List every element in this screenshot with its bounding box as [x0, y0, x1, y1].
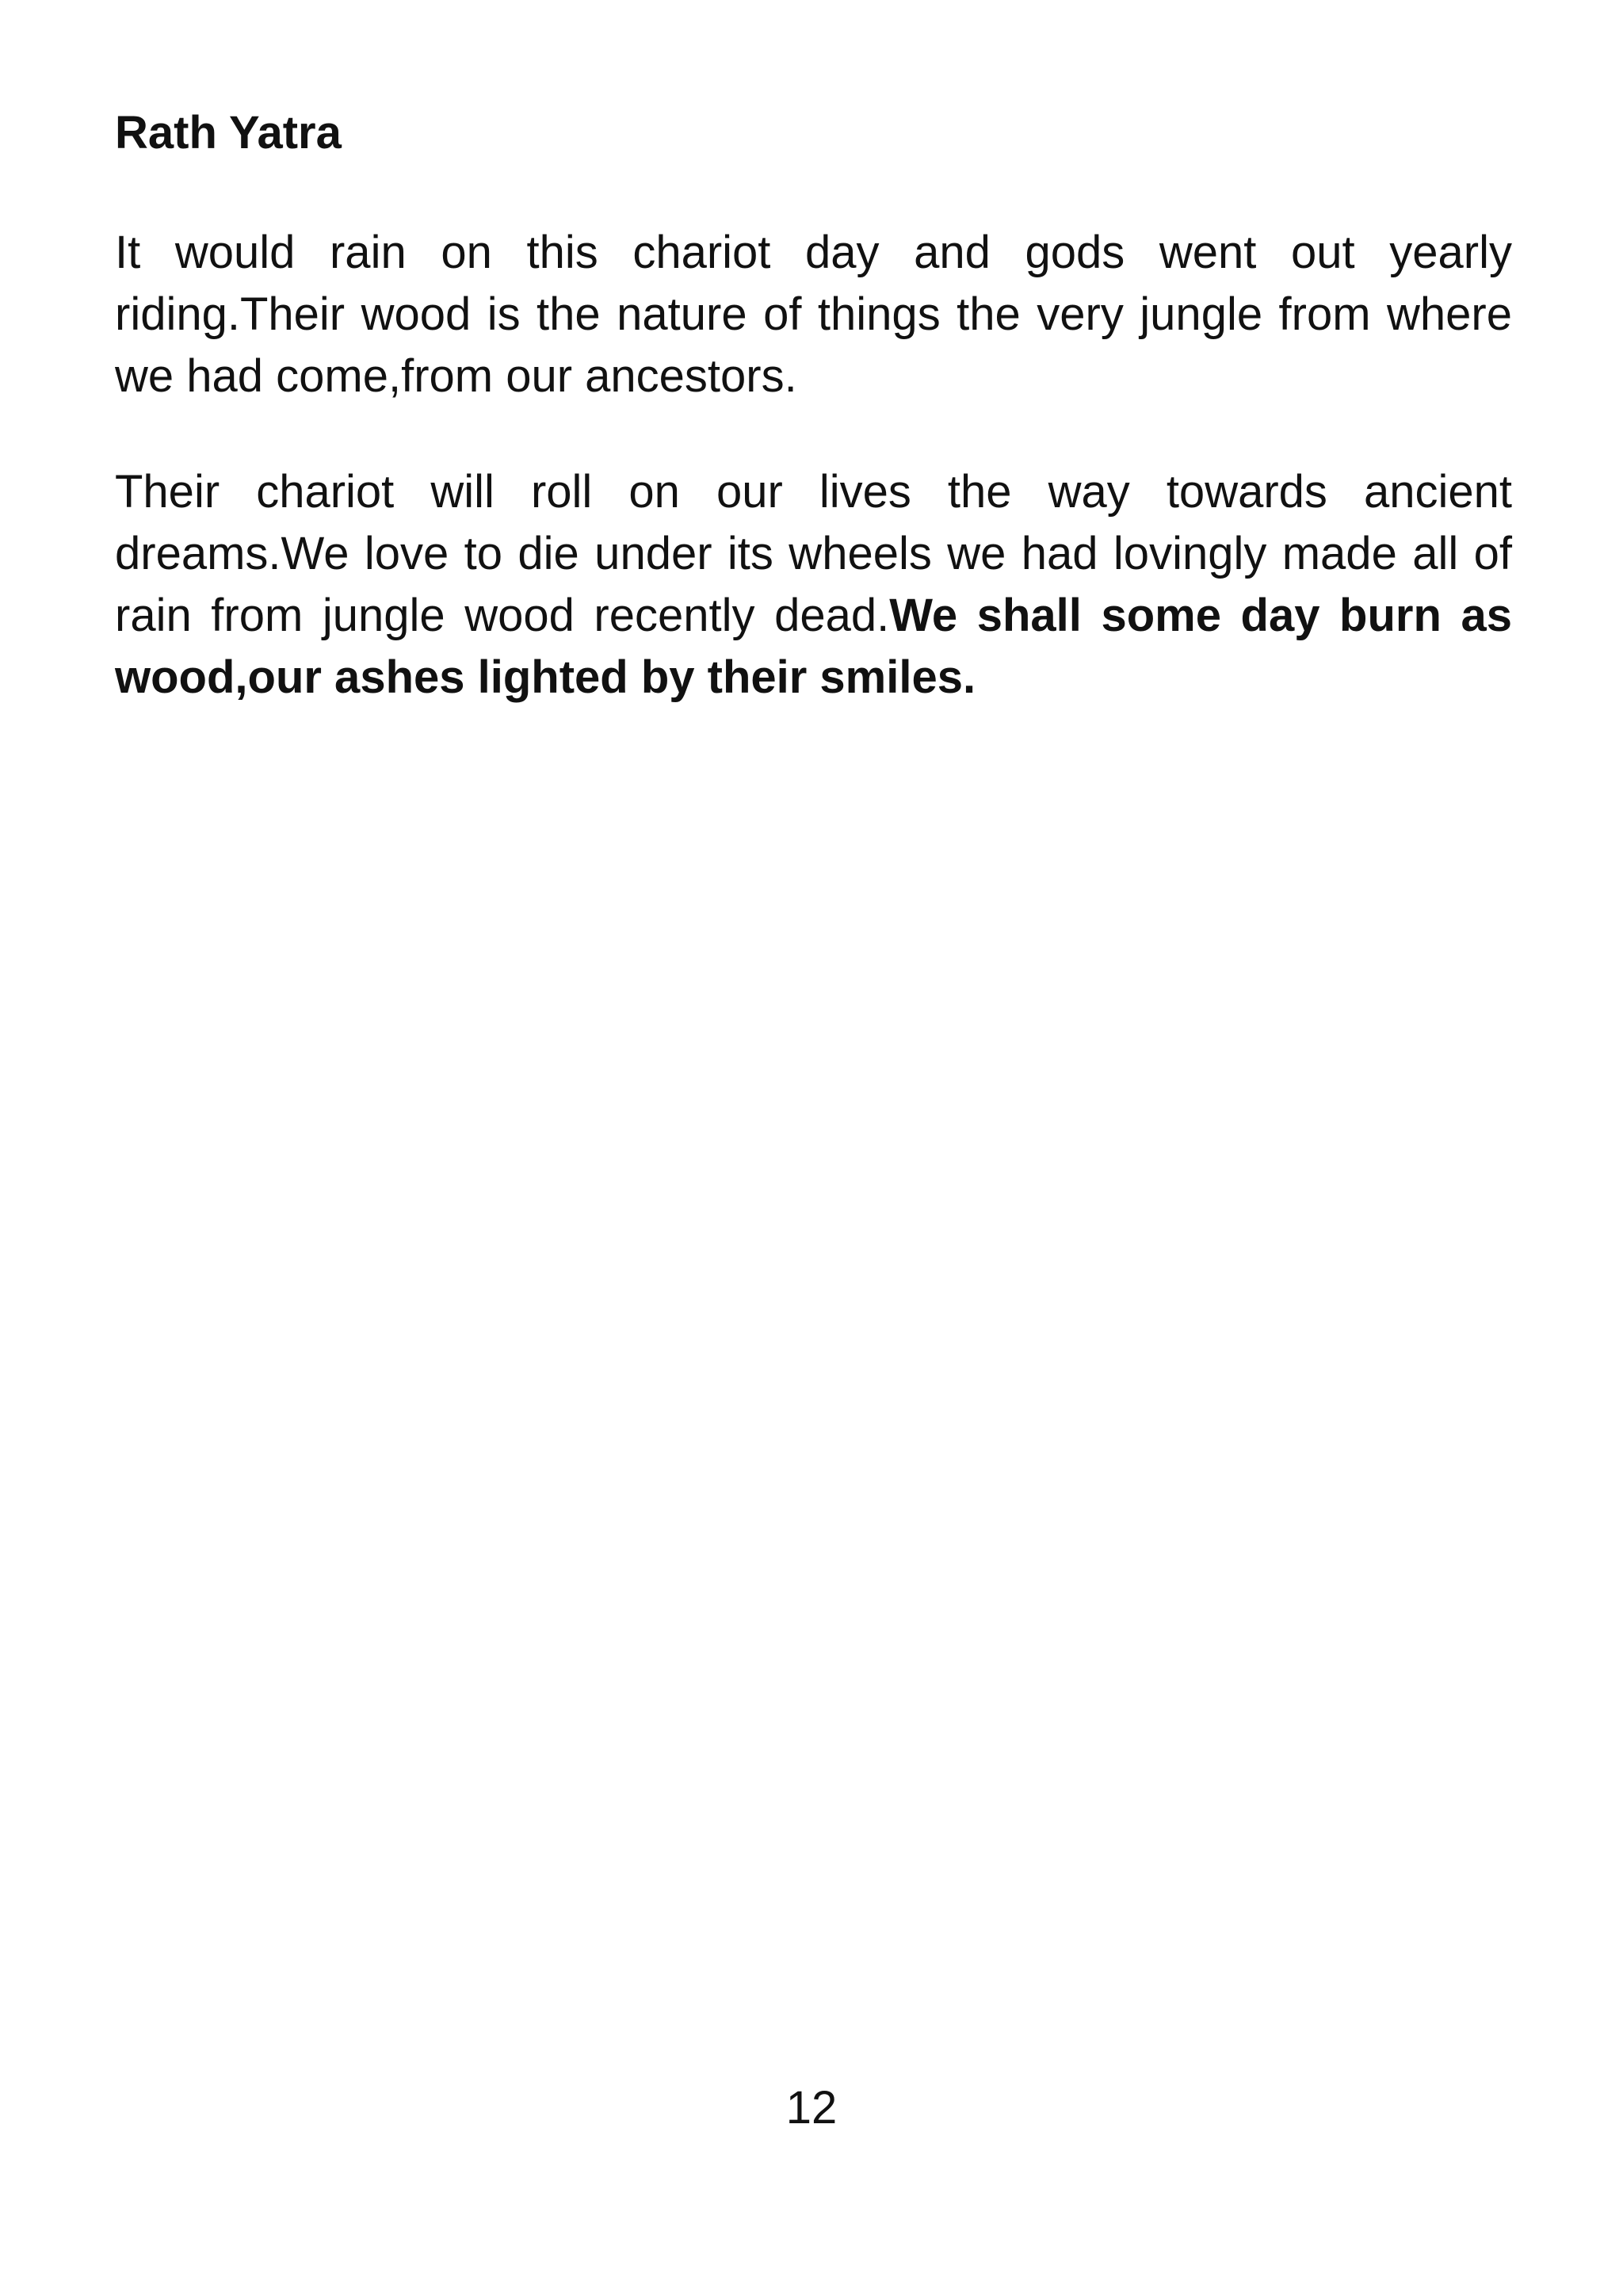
- paragraph-2-bold-text: We shall some day burn as wood,our ashes lighted by their smiles.: [115, 590, 1512, 703]
- paragraph-2: [115, 461, 1512, 709]
- paragraph-2-regular-text: Their chariot will roll on our lives the way towards ancient dreams.We love to die under its wheels we had lovingly made all of rain from jungle wood recently dead.: [115, 466, 1512, 641]
- paragraph-1: It would rain on this chariot day and gods went out yearly riding.Their wood is the nature of things the very jungle from where we had come,from our ancestors.: [115, 227, 1512, 402]
- page-title: Rath Yatra: [115, 107, 342, 159]
- page-number: 12: [785, 2082, 838, 2134]
